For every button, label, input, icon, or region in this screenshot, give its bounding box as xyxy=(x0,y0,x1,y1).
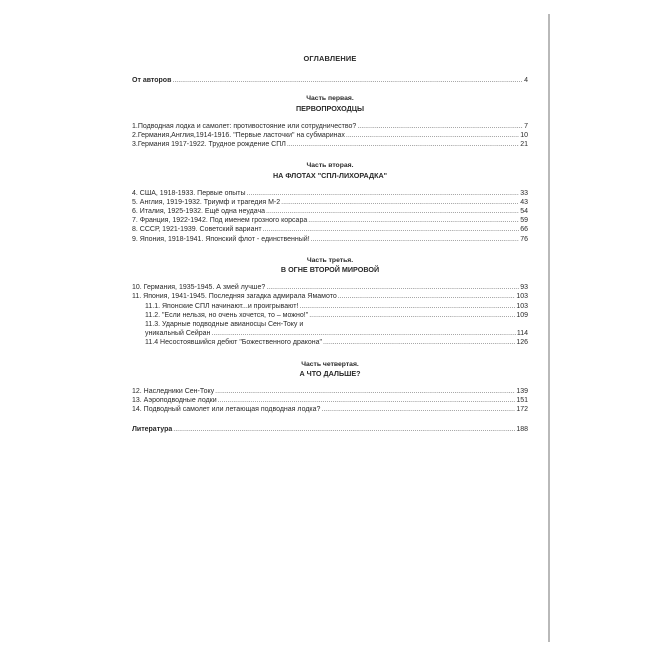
toc-entry-label-line2: уникальный Сейран xyxy=(145,330,211,338)
toc-entry xyxy=(132,207,528,216)
leader-dots xyxy=(346,131,519,140)
toc-entry xyxy=(132,235,528,244)
toc-entry xyxy=(132,189,528,198)
toc-entry xyxy=(132,140,528,149)
toc-entry-page: 21 xyxy=(520,141,528,149)
toc-entry-page: 139 xyxy=(516,388,528,396)
toc-entry xyxy=(132,122,528,131)
toc-entry-page: 10 xyxy=(520,131,528,139)
leader-dots xyxy=(287,140,519,149)
leader-dots xyxy=(263,225,520,234)
leader-dots xyxy=(215,387,515,396)
toc-entry-label: 4. США, 1918-1933. Первые опыты xyxy=(132,189,246,197)
toc-entry xyxy=(132,225,528,234)
toc-entry-label: 11.2. "Если нельзя, но очень хочется, то – можно!" xyxy=(145,311,309,319)
toc-entry-page: 109 xyxy=(516,311,528,319)
toc-entry xyxy=(132,292,528,301)
toc-entry xyxy=(132,198,528,207)
leader-dots xyxy=(218,396,516,405)
toc-entry-label: 11.3. Ударные подводные авианосцы Сен-Току и xyxy=(145,321,304,329)
book-page xyxy=(100,14,550,642)
toc-entry-label: 8. СССР, 1921-1939. Советский вариант xyxy=(132,226,262,234)
toc-title: ОГЛАВЛЕНИЕ xyxy=(303,54,357,63)
toc-entry-page: 126 xyxy=(516,339,528,347)
leader-dots xyxy=(311,235,520,244)
part-heading: Часть вторая. xyxy=(306,162,354,170)
toc-entry-label: 10. Германия, 1935-1945. А змей лучше? xyxy=(132,284,266,292)
toc-subentry xyxy=(132,320,528,329)
toc-entry xyxy=(132,387,528,396)
toc-entry-page: 151 xyxy=(516,397,528,405)
leader-dots xyxy=(247,189,520,198)
leader-dots xyxy=(172,76,523,85)
leader-dots xyxy=(281,198,519,207)
toc-entry-label: 6. Италия, 1925-1932. Ещё одна неудача xyxy=(132,208,265,216)
leader-dots xyxy=(266,283,519,292)
toc-entry-page: 66 xyxy=(520,226,528,234)
toc-entry-page: 54 xyxy=(520,208,528,216)
toc-entry-label: 12. Наследники Сен-Току xyxy=(132,388,215,396)
part-heading: Часть четвертая. xyxy=(301,360,359,368)
toc-entry-label: 13. Аэроподводные лодки xyxy=(132,397,217,405)
toc-entry-label: 1.Подводная лодка и самолет: противостояние или сотрудничество? xyxy=(132,122,357,130)
toc-entry-label: 5. Англия, 1919-1932. Триумф и трагедия М-2 xyxy=(132,198,281,206)
toc-entry-page: 76 xyxy=(520,235,528,243)
toc-entry xyxy=(132,216,528,225)
toc-entry-label: 7. Франция, 1922-1942. Под именем грозного корсара xyxy=(132,217,308,225)
toc-entry-page: 59 xyxy=(520,217,528,225)
toc-entry-page: 4 xyxy=(524,77,528,84)
toc-entry-page: 93 xyxy=(520,284,528,292)
leader-dots xyxy=(211,329,515,338)
part-title: ПЕРВОПРОХОДЦЫ xyxy=(295,103,365,113)
toc-entry-page: 188 xyxy=(516,425,528,433)
toc-entry-label: Литература xyxy=(132,425,173,433)
toc-entry-label: 11.4 Несостоявшийся дебют "Божественного дракона" xyxy=(145,339,323,347)
leader-dots xyxy=(338,292,516,301)
part-title: А ЧТО ДАЛЬШЕ? xyxy=(299,369,361,379)
toc-entry-intro xyxy=(132,76,528,85)
toc-entry-label: 11.1. Японские СПЛ начинают...и проигрывают! xyxy=(145,302,299,310)
toc-entry xyxy=(132,283,528,292)
toc-entry-page: 172 xyxy=(516,406,528,414)
leader-dots xyxy=(308,216,519,225)
toc-entry-label: 9. Япония, 1918-1941. Японский флот - единственный! xyxy=(132,235,310,243)
part-title: В ОГНЕ ВТОРОЙ МИРОВОЙ xyxy=(280,265,380,275)
toc-subentry xyxy=(132,338,528,347)
part-title: НА ФЛОТАХ "СПЛ-ЛИХОРАДКА" xyxy=(272,170,388,180)
leader-dots xyxy=(357,122,523,131)
toc-entry xyxy=(132,131,528,140)
leader-dots xyxy=(321,405,515,414)
toc-entry-page: 43 xyxy=(520,198,528,206)
toc-entry-page: 103 xyxy=(516,302,528,310)
toc-entry-literature xyxy=(132,425,528,434)
toc-entry-label: 11. Япония, 1941-1945. Последняя загадка адмирала Ямамото xyxy=(132,293,337,301)
toc-subentry xyxy=(132,302,528,311)
leader-dots xyxy=(173,425,515,434)
part-heading: Часть первая. xyxy=(306,95,354,103)
toc-entry-label: 2.Германия,Англия,1914-1916. "Первые ласточки" на субмаринах xyxy=(132,131,345,139)
toc-subentry-continued xyxy=(132,329,528,338)
toc-entry-label: 14. Подводный самолет или летающая подводная лодка? xyxy=(132,406,321,414)
toc-entry-page: 114 xyxy=(516,330,528,338)
toc-entry-label: 3.Германия 1917-1922. Трудное рождение СПЛ xyxy=(132,141,286,149)
part-heading: Часть третья. xyxy=(306,256,354,264)
leader-dots xyxy=(266,207,519,216)
table-of-contents xyxy=(132,54,528,434)
toc-entry-page: 103 xyxy=(516,293,528,301)
toc-entry-page: 33 xyxy=(520,189,528,197)
toc-subentry xyxy=(132,311,528,320)
toc-entry xyxy=(132,405,528,414)
leader-dots xyxy=(309,311,515,320)
leader-dots xyxy=(299,302,515,311)
toc-entry-label: От авторов xyxy=(132,77,172,84)
toc-entry xyxy=(132,396,528,405)
toc-entry-page: 7 xyxy=(524,122,528,130)
leader-dots xyxy=(323,338,515,347)
